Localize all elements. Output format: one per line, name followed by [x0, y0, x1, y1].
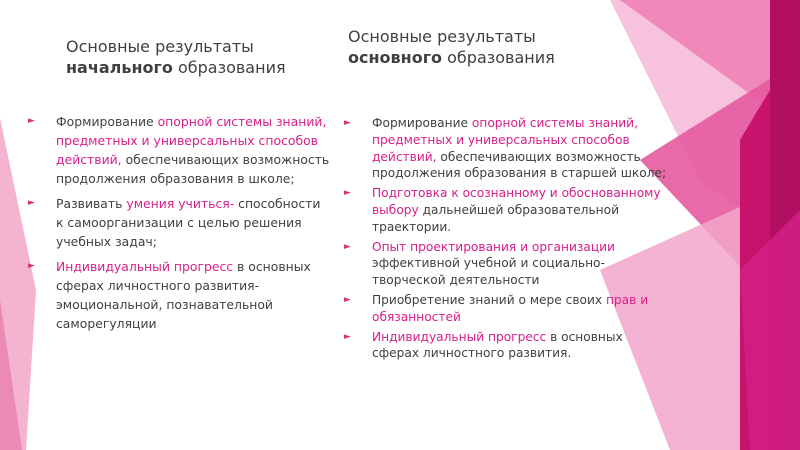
left-list-item: [28, 257, 331, 333]
item-text: дальнейшей образовательной траектории.: [372, 202, 619, 234]
item-text: в основных сферах личностного развития.: [372, 329, 623, 361]
bullet-arrow-icon: ►: [344, 331, 351, 342]
left-list-item: [28, 112, 331, 188]
divider-white-stripe: [330, 0, 345, 450]
item-text: Развивать: [56, 196, 127, 211]
highlighted-text: прав и обязанностей: [372, 292, 649, 324]
item-text: обеспечивающих возможность продолжения образования в школе;: [56, 152, 330, 186]
left-title-line1: Основные результаты: [66, 37, 254, 56]
right-list-item: [344, 185, 668, 235]
left-title-bold: начального: [66, 58, 173, 77]
right-list-item: [344, 239, 668, 289]
bullet-arrow-icon: ►: [344, 188, 351, 199]
bullet-arrow-icon: ►: [344, 241, 351, 252]
right-column: [344, 26, 668, 365]
item-text: Формирование: [372, 116, 472, 130]
item-text: эффективной учебной и социально-творческой деятельности: [372, 256, 605, 288]
right-title-line2: [348, 47, 668, 68]
highlighted-text: опорной системы знаний, предметных и универсальных способов действий,: [372, 116, 638, 164]
bullet-arrow-icon: ►: [28, 198, 35, 208]
highlighted-text: опорной системы знаний, предметных и универсальных способов действий,: [56, 114, 327, 167]
left-list-item: [28, 194, 331, 251]
item-text: в основных сферах личностного развития-эмоциональной, познавательной саморегуляции: [56, 259, 311, 331]
highlighted-text: Индивидуальный прогресс: [56, 259, 234, 274]
bullet-arrow-icon: ►: [28, 261, 35, 271]
bullet-arrow-icon: ►: [344, 294, 351, 305]
right-list-item: [344, 292, 668, 326]
left-list: [28, 112, 331, 333]
left-title-rest: образования: [172, 58, 286, 77]
left-title-line2: [66, 57, 331, 78]
right-list: [344, 115, 668, 362]
left-title: [66, 36, 331, 78]
item-text: обеспечивающих возможность продолжения образования в старшей школе;: [372, 149, 667, 181]
highlighted-text: умения учиться-: [126, 196, 235, 211]
highlighted-text: Опыт проектирования и организации: [372, 239, 615, 254]
right-title: [348, 26, 668, 68]
right-list-item: [344, 115, 668, 182]
item-text: Приобретение знаний о мере своих: [372, 292, 606, 307]
highlighted-text: Подготовка к осознанному и обоснованному выбору: [372, 186, 661, 217]
highlighted-text: Индивидуальный прогресс: [372, 329, 547, 344]
right-title-line1: Основные результаты: [348, 27, 536, 46]
right-title-rest: образования: [442, 48, 555, 67]
bullet-arrow-icon: ►: [344, 118, 351, 128]
item-text: способности к самоорганизации с целью решения учебных задач;: [56, 196, 321, 249]
right-list-item: [344, 329, 668, 363]
left-column: [28, 36, 331, 339]
bullet-arrow-icon: ►: [28, 116, 35, 126]
item-text: Формирование: [56, 114, 158, 129]
right-title-bold: основного: [348, 48, 443, 67]
